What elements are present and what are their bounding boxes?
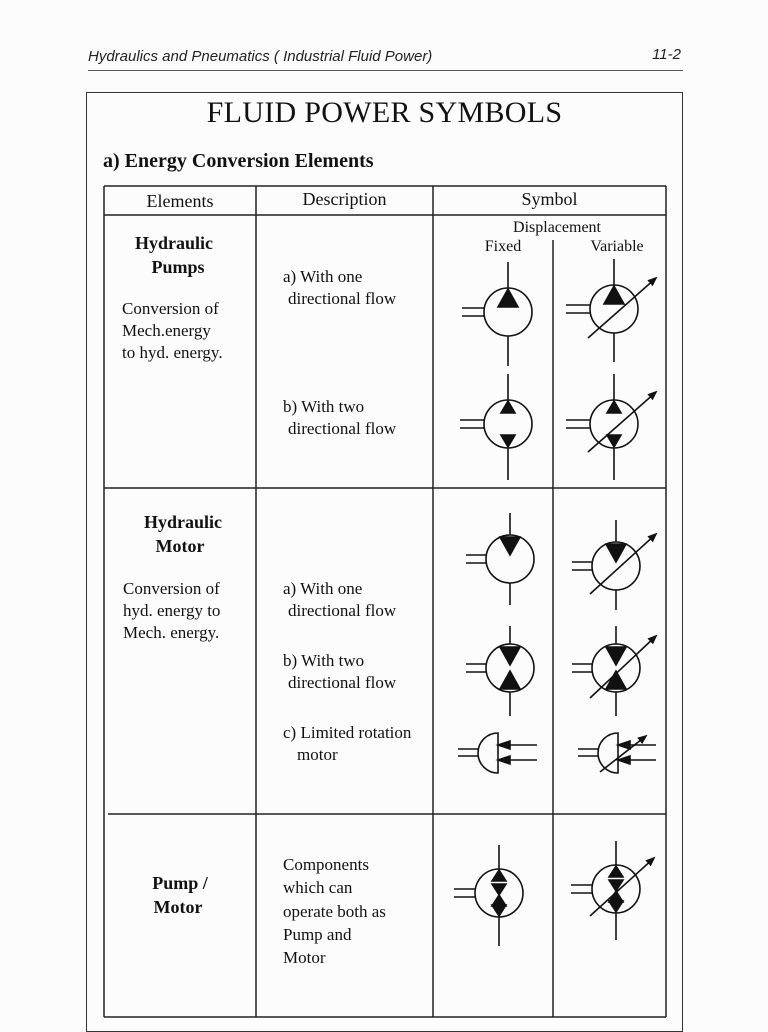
element-name: Hydraulic — [134, 233, 213, 253]
subheader-fixed: Fixed — [484, 238, 522, 255]
section-heading: a) Energy Conversion Elements — [103, 150, 374, 172]
fixed-displacement-pump-unidirectional-icon — [462, 262, 532, 366]
variable-pump-motor-icon — [571, 841, 654, 940]
fixed-displacement-motor-unidirectional-icon — [466, 513, 534, 605]
description-text: Components — [283, 855, 369, 874]
variable-displacement-motor-unidirectional-icon — [572, 520, 656, 610]
element-name: Hydraulic — [143, 512, 222, 532]
description-text: a) With one — [283, 267, 363, 286]
running-title: Hydraulics and Pneumatics ( Industrial Fluid Power) — [88, 48, 433, 65]
element-note: Mech.energy — [122, 321, 211, 340]
element-name: Motor — [155, 536, 205, 556]
description-text: directional flow — [288, 289, 397, 308]
variable-displacement-pump-unidirectional-icon — [566, 259, 656, 362]
description-text: Motor — [283, 948, 326, 967]
description-text: Pump and — [283, 925, 352, 944]
page-title: FLUID POWER SYMBOLS — [206, 96, 563, 129]
fixed-pump-motor-icon — [454, 845, 523, 946]
column-header-elements: Elements — [146, 191, 214, 211]
element-note: Conversion of — [123, 579, 220, 598]
element-name: Pump / — [152, 873, 208, 893]
description-text: directional flow — [288, 673, 397, 692]
limited-rotation-motor-icon — [458, 733, 537, 773]
variable-displacement-motor-bidirectional-icon — [572, 626, 656, 716]
description-text: which can — [283, 878, 353, 897]
fixed-displacement-motor-bidirectional-icon — [466, 626, 534, 716]
element-note: Conversion of — [122, 299, 219, 318]
fixed-displacement-pump-bidirectional-icon — [460, 374, 532, 480]
description-text: directional flow — [288, 601, 397, 620]
element-name: Motor — [153, 897, 203, 917]
description-text: operate both as — [283, 902, 386, 921]
element-name: Pumps — [151, 257, 205, 277]
variable-displacement-pump-bidirectional-icon — [566, 374, 656, 480]
element-note: Mech. energy. — [123, 623, 220, 642]
element-note: hyd. energy to — [123, 601, 221, 620]
description-text: motor — [297, 745, 338, 764]
description-text: b) With two — [283, 651, 365, 670]
column-header-description: Description — [302, 189, 387, 209]
description-text: a) With one — [283, 579, 363, 598]
description-text: b) With two — [283, 397, 365, 416]
subheader-displacement: Displacement — [513, 219, 601, 236]
element-note: to hyd. energy. — [122, 343, 223, 362]
subheader-variable: Variable — [590, 238, 644, 255]
description-text: c) Limited rotation — [283, 723, 412, 742]
description-text: directional flow — [288, 419, 397, 438]
page-number: 11-2 — [652, 46, 681, 63]
column-header-symbol: Symbol — [521, 189, 578, 209]
variable-limited-rotation-motor-icon — [578, 733, 656, 773]
